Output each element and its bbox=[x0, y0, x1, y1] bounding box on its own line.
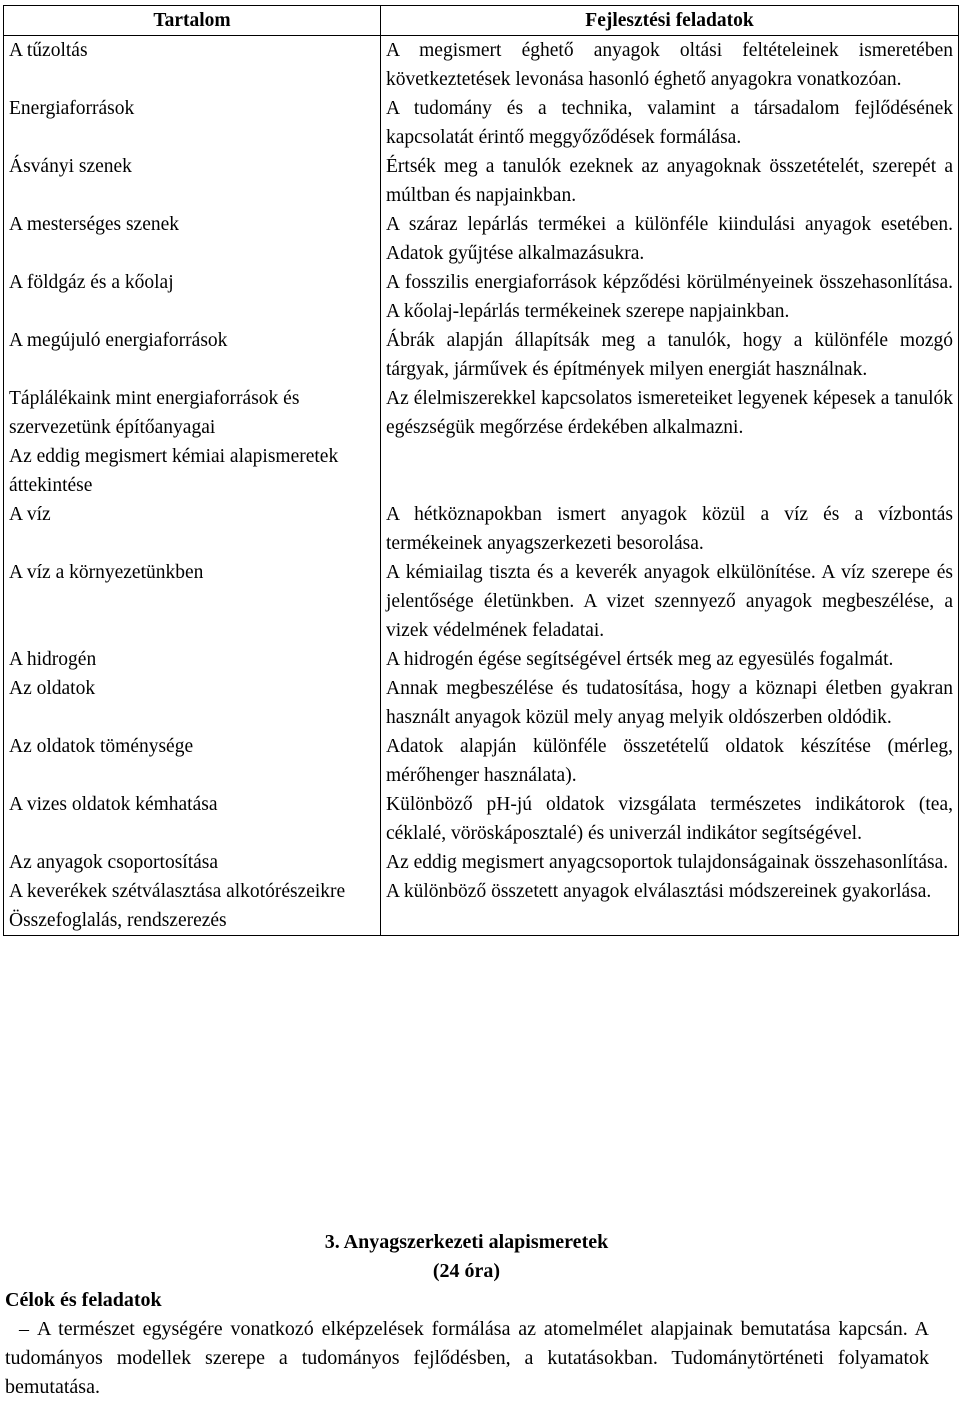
task-cell: Annak megbeszélése és tudatosítása, hogy a köznapi életben gyakran használt anyagok közül mely anyag melyik oldószerben oldódik. bbox=[381, 674, 959, 732]
list-dash: – bbox=[19, 1318, 29, 1340]
content-cell: Az eddig megismert kémiai alapismeretek áttekintése bbox=[4, 442, 381, 500]
content-cell: Ásványi szenek bbox=[4, 152, 381, 210]
table-row bbox=[4, 877, 959, 906]
task-cell: Különböző pH-jú oldatok vizsgálata természetes indikátorok (tea, céklalé, vöröskáposztalé) és univerzál indikátor segítségével. bbox=[381, 790, 959, 848]
table-row bbox=[4, 442, 959, 500]
table-row bbox=[4, 645, 959, 674]
table-row bbox=[4, 94, 959, 152]
table-row bbox=[4, 790, 959, 848]
task-cell: A hidrogén égése segítségével értsék meg az egyesülés fogalmát. bbox=[381, 645, 959, 674]
task-cell: A száraz lepárlás termékei a különféle kiindulási anyagok esetében. Adatok gyűjtése alkalmazásukra. bbox=[381, 210, 959, 268]
task-cell: Adatok alapján különféle összetételű oldatok készítése (mérleg, mérőhenger használata). bbox=[381, 732, 959, 790]
table-row bbox=[4, 384, 959, 442]
task-cell: Az eddig megismert anyagcsoportok tulajdonságainak összehasonlítása. bbox=[381, 848, 959, 877]
content-cell: A víz bbox=[4, 500, 381, 558]
goal-text: A természet egységére vonatkozó elképzelések formálása az atomelmélet alapjainak bemutatása kapcsán. A tudományos modellek szerepe a tudományos fejlődésben, a kutatásokban. Tudománytörténeti folyamatok bemutatása. bbox=[5, 1318, 929, 1398]
section-title: 3. Anyagszerkezeti alapismeretek bbox=[324, 1231, 609, 1253]
table-row bbox=[4, 906, 959, 936]
table-row bbox=[4, 674, 959, 732]
table-row bbox=[4, 36, 959, 95]
content-cell: Az oldatok bbox=[4, 674, 381, 732]
task-cell: Ábrák alapján állapítsák meg a tanulók, hogy a különféle mozgó tárgyak, járművek és építmények milyen energiát használnak. bbox=[381, 326, 959, 384]
table-body bbox=[4, 36, 959, 936]
table-row bbox=[4, 152, 959, 210]
goals-heading: Célok és feladatok bbox=[5, 1289, 162, 1311]
content-cell: A víz a környezetünkben bbox=[4, 558, 381, 645]
content-cell: A mesterséges szenek bbox=[4, 210, 381, 268]
content-cell: Az oldatok töménysége bbox=[4, 732, 381, 790]
content-cell: A hidrogén bbox=[4, 645, 381, 674]
list-item bbox=[5, 1315, 929, 1402]
section-hours: (24 óra) bbox=[432, 1260, 501, 1282]
task-cell: A különböző összetett anyagok elválasztási módszereinek gyakorlása. bbox=[381, 877, 959, 906]
task-cell: A kémiailag tiszta és a keverék anyagok elkülönítése. A víz szerepe és jelentősége életünkben. A vizet szennyező anyagok megbeszélése, a vizek védelmének feladatai. bbox=[381, 558, 959, 645]
table-row bbox=[4, 848, 959, 877]
content-cell: A tűzoltás bbox=[4, 36, 381, 95]
curriculum-table bbox=[3, 5, 959, 936]
content-cell: Energiaforrások bbox=[4, 94, 381, 152]
goals-list bbox=[5, 1315, 929, 1402]
task-cell: A fosszilis energiaforrások képződési körülményeinek összehasonlítása. A kőolaj-lepárlás termékeinek szerepe napjainkban. bbox=[381, 268, 959, 326]
task-cell: Az élelmiszerekkel kapcsolatos ismereteiket legyenek képesek a tanulók egészségük megőrzése érdekében alkalmazni. bbox=[381, 384, 959, 442]
table-row bbox=[4, 210, 959, 268]
header-content: Tartalom bbox=[4, 6, 381, 36]
content-cell: A megújuló energiaforrások bbox=[4, 326, 381, 384]
task-cell: Értsék meg a tanulók ezeknek az anyagoknak összetételét, szerepét a múltban és napjainkban. bbox=[381, 152, 959, 210]
table-row bbox=[4, 500, 959, 558]
table-header-row bbox=[4, 6, 959, 36]
table-row bbox=[4, 268, 959, 326]
task-cell bbox=[381, 442, 959, 500]
content-cell: A keverékek szétválasztása alkotórészeikre bbox=[4, 877, 381, 906]
content-cell: Összefoglalás, rendszerezés bbox=[4, 906, 381, 936]
table-row bbox=[4, 732, 959, 790]
task-cell bbox=[381, 906, 959, 936]
table-row bbox=[4, 326, 959, 384]
task-cell: A hétköznapokban ismert anyagok közül a víz és a vízbontás termékeinek anyagszerkezeti besorolása. bbox=[381, 500, 959, 558]
content-cell: A földgáz és a kőolaj bbox=[4, 268, 381, 326]
content-cell: Táplálékaink mint energiaforrások és szervezetünk építőanyagai bbox=[4, 384, 381, 442]
task-cell: A megismert éghető anyagok oltási feltételeinek ismeretében következtetések levonása hasonló éghető anyagokra vonatkozóan. bbox=[381, 36, 959, 95]
content-cell: Az anyagok csoportosítása bbox=[4, 848, 381, 877]
content-cell: A vizes oldatok kémhatása bbox=[4, 790, 381, 848]
task-cell: A tudomány és a technika, valamint a társadalom fejlődésének kapcsolatát érintő meggyőződések formálása. bbox=[381, 94, 959, 152]
header-tasks: Fejlesztési feladatok bbox=[381, 6, 959, 36]
table-row bbox=[4, 558, 959, 645]
